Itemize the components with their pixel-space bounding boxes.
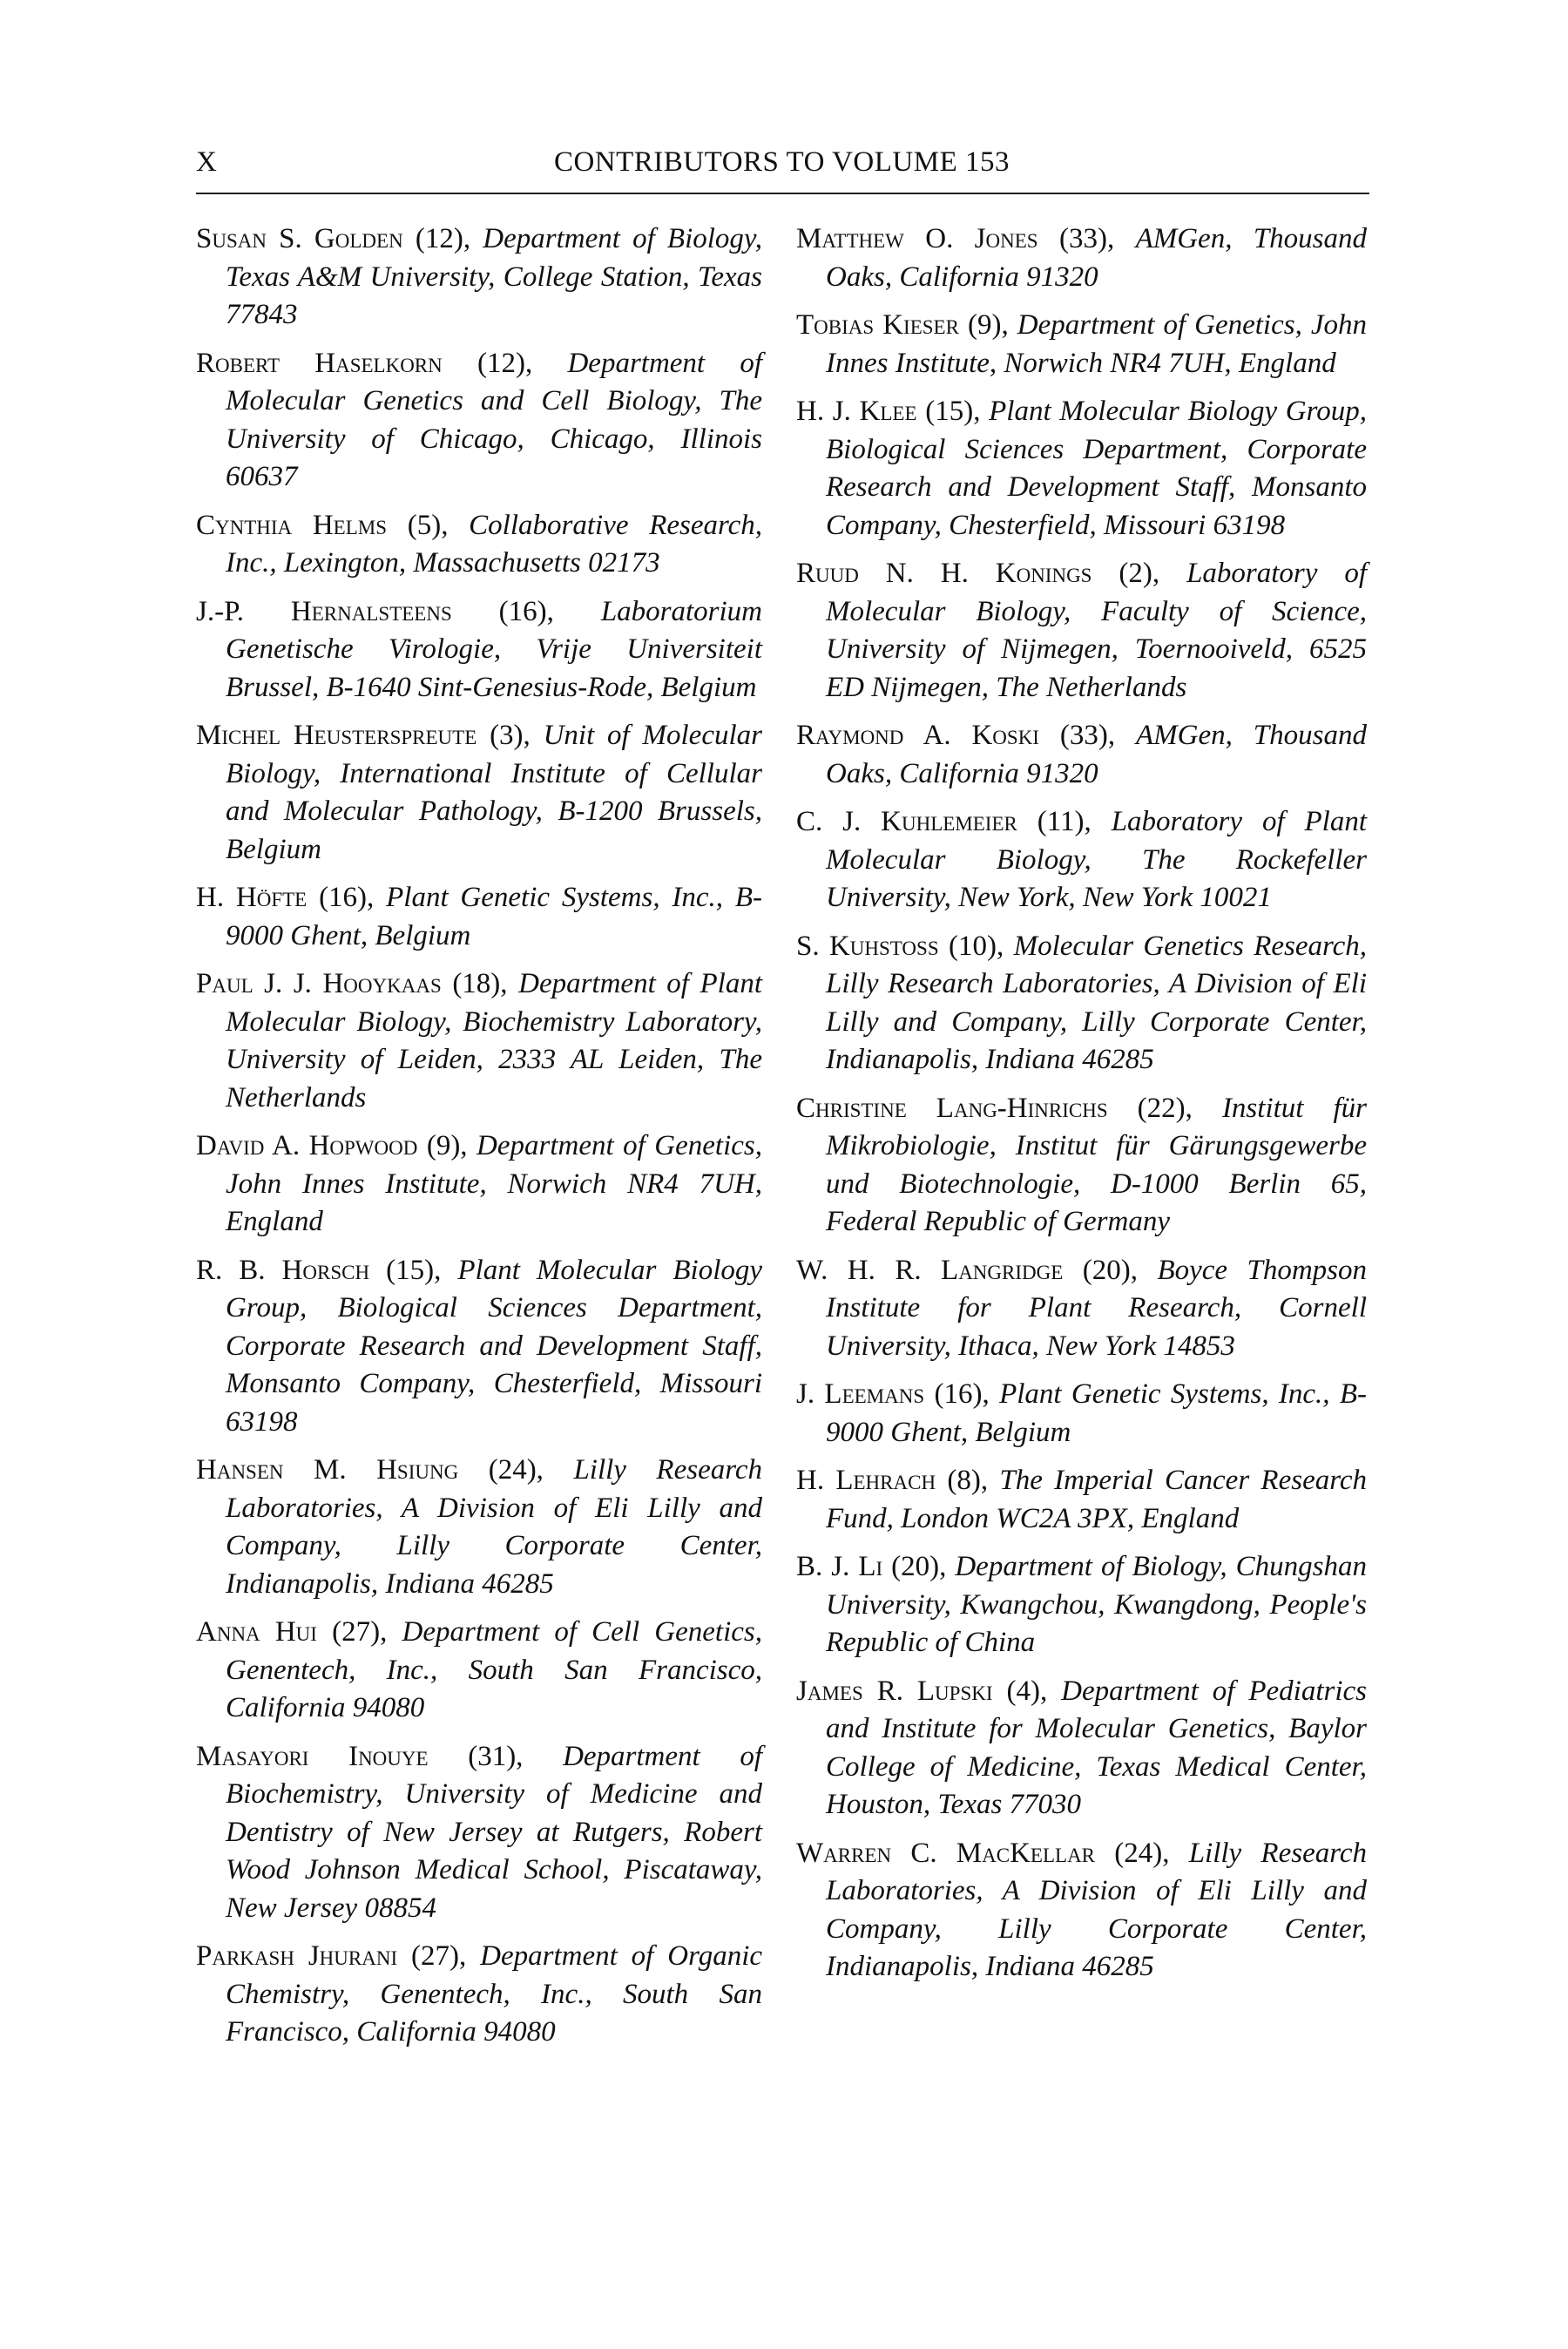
contributor-entry <box>196 1614 762 1728</box>
affiliation: Department of Biology, Chungshan University, Kwangchou, Kwangdong, People's Republic of China <box>826 1551 1368 1658</box>
chapter-number: (15), <box>386 1254 442 1286</box>
chapter-number: (20), <box>1082 1254 1138 1286</box>
affiliation: Collaborative Research, Inc., Lexington, Massachusetts 02173 <box>226 509 762 579</box>
affiliation: Laboratorium Genetische Virologie, Vrije Universiteit Brussel, B-1640 Sint-Genesius-Rode, Belgium <box>226 595 763 703</box>
chapter-number: (2), <box>1119 558 1160 589</box>
contributor-name: Anna Hui <box>196 1616 317 1648</box>
affiliation: Plant Molecular Biology Group, Biological Sciences Department, Corporate Research and Development Staff, Monsanto Company, Chesterfield, Missouri 63198 <box>826 396 1367 541</box>
contributor-name: B. J. Li <box>796 1551 883 1582</box>
chapter-number: (11), <box>1037 806 1092 837</box>
chapter-number: (12), <box>477 347 533 379</box>
contributor-entry <box>196 1127 762 1242</box>
contributor-name: David A. Hopwood <box>196 1130 418 1161</box>
contributor-name: Robert Haselkorn <box>196 347 443 379</box>
page-title: CONTRIBUTORS TO VOLUME 153 <box>553 146 1010 178</box>
page-number: X <box>196 146 218 178</box>
affiliation: Lilly Research Laboratories, A Division of Eli Lilly and Company, Lilly Corporate Center, Indianapolis, Indiana 46285 <box>826 1837 1367 1982</box>
affiliation: Department of Molecular Genetics and Cell Biology, The University of Chicago, Chicago, Illinois 60637 <box>226 347 763 492</box>
chapter-number: (16), <box>934 1378 990 1410</box>
affiliation: Institut für Mikrobiologie, Institut für Gärungsgewerbe und Biotechnologie, D-1000 Berlin 65, Federal Republic of Germany <box>826 1092 1367 1237</box>
chapter-number: (15), <box>925 396 981 427</box>
affiliation: The Imperial Cancer Research Fund, London WC2A 3PX, England <box>826 1465 1367 1534</box>
contributor-entry <box>196 507 762 583</box>
contributor-entry <box>796 717 1367 793</box>
chapter-number: (16), <box>498 595 554 627</box>
contributor-entry <box>796 555 1367 707</box>
header-rule <box>196 193 1369 194</box>
contributor-name: J. Leemans <box>796 1378 925 1410</box>
contributor-name: Ruud N. H. Konings <box>796 558 1092 589</box>
affiliation: Department of Pediatrics and Institute for Molecular Genetics, Baylor College of Medicine, Texas Medical Center, Houston, Texas 77030 <box>826 1675 1368 1820</box>
contributor-name: Raymond A. Koski <box>796 720 1039 751</box>
contributor-entry <box>196 1938 762 2052</box>
chapter-number: (27), <box>411 1940 467 1972</box>
contributor-name: C. J. Kuhlemeier <box>796 806 1017 837</box>
affiliation: Molecular Genetics Research, Lilly Research Laboratories, A Division of Eli Lilly and Company, Lilly Corporate Center, Indianapolis, Indiana 46285 <box>826 930 1368 1075</box>
contributor-name: H. Höfte <box>196 882 308 913</box>
contributor-entry <box>196 1252 762 1442</box>
contributor-name: H. Lehrach <box>796 1465 936 1496</box>
contributor-entry <box>196 345 762 497</box>
contributor-name: James R. Lupski <box>796 1675 993 1707</box>
contributor-name: Tobias Kieser <box>796 309 959 341</box>
contributor-name: W. H. R. Langridge <box>796 1254 1064 1286</box>
contributor-entry <box>796 220 1367 296</box>
contributor-entry <box>796 1673 1367 1824</box>
chapter-number: (9), <box>967 309 1009 341</box>
contributor-name: Hansen M. Hsiung <box>196 1454 459 1486</box>
contributor-name: Paul J. J. Hooykaas <box>196 968 442 999</box>
chapter-number: (31), <box>468 1740 524 1772</box>
chapter-number: (18), <box>452 968 508 999</box>
affiliation: Lilly Research Laboratories, A Division of Eli Lilly and Company, Lilly Corporate Center, Indianapolis, Indiana 46285 <box>226 1454 762 1600</box>
chapter-number: (16), <box>319 882 375 913</box>
page-header <box>196 146 1368 192</box>
contributor-entry <box>196 879 762 955</box>
affiliation: Plant Genetic Systems, Inc., B-9000 Ghent, Belgium <box>226 882 763 951</box>
contributor-entry <box>796 307 1367 382</box>
contributor-name: Warren C. MacKellar <box>796 1837 1096 1869</box>
contributor-entry <box>196 593 762 707</box>
affiliation: Plant Molecular Biology Group, Biological Sciences Department, Corporate Research and Development Staff, Monsanto Company, Chesterfield, Missouri 63198 <box>226 1254 763 1438</box>
contributor-entry <box>796 803 1367 917</box>
affiliation: Department of Plant Molecular Biology, Biochemistry Laboratory, University of Leiden, 2333 AL Leiden, The Netherlands <box>226 968 763 1114</box>
chapter-number: (24), <box>1114 1837 1170 1869</box>
contributor-entry <box>196 717 762 869</box>
chapter-number: (4), <box>1006 1675 1048 1707</box>
affiliation: AMGen, Thousand Oaks, California 91320 <box>826 223 1368 293</box>
contributor-name: J.-P. Hernalsteens <box>196 595 452 627</box>
chapter-number: (27), <box>332 1616 388 1648</box>
chapter-number: (3), <box>490 720 531 751</box>
chapter-number: (20), <box>891 1551 947 1582</box>
chapter-number: (24), <box>488 1454 544 1486</box>
chapter-number: (10), <box>948 930 1004 962</box>
chapter-number: (12), <box>415 223 471 254</box>
contributor-name: Susan S. Golden <box>196 223 403 254</box>
affiliation: Department of Organic Chemistry, Genentech, Inc., South San Francisco, California 94080 <box>226 1940 763 2048</box>
affiliation: Department of Biochemistry, University of Medicine and Dentistry of New Jersey at Rutgers, Robert Wood Johnson Medical School, Piscataway, New Jersey 08854 <box>226 1740 762 1924</box>
chapter-number: (33), <box>1059 720 1116 751</box>
contributor-entry <box>196 220 762 335</box>
contributor-name: S. Kuhstoss <box>796 930 939 962</box>
chapter-number: (33), <box>1058 223 1115 254</box>
contributor-entry <box>196 965 762 1117</box>
contributor-name: H. J. Klee <box>796 396 917 427</box>
affiliation: Department of Cell Genetics, Genentech, Inc., South San Francisco, California 94080 <box>226 1616 763 1723</box>
contributor-entry <box>796 1090 1367 1242</box>
contributor-entry <box>796 1835 1367 1987</box>
affiliation: Laboratory of Plant Molecular Biology, The Rockefeller University, New York, New York 10021 <box>826 806 1368 913</box>
contributor-entry <box>796 1548 1367 1662</box>
contributor-entry <box>796 393 1367 545</box>
contributor-name: Michel Heusterspreute <box>196 720 477 751</box>
affiliation: Boyce Thompson Institute for Plant Research, Cornell University, Ithaca, New York 14853 <box>826 1254 1368 1362</box>
contributor-name: Parkash Jhurani <box>196 1940 398 1972</box>
affiliation: Department of Genetics, John Innes Institute, Norwich NR4 7UH, England <box>826 309 1368 379</box>
contributor-entry <box>196 1738 762 1928</box>
contributor-name: Matthew O. Jones <box>796 223 1038 254</box>
right-column <box>796 220 1367 1987</box>
contributor-name: Christine Lang-Hinrichs <box>796 1092 1108 1124</box>
contributor-entry <box>796 928 1367 1080</box>
affiliation: Laboratory of Molecular Biology, Faculty of Science, University of Nijmegen, Toernooiveld, 6525 ED Nijmegen, The Netherlands <box>826 558 1368 703</box>
contributor-name: Masayori Inouye <box>196 1740 429 1772</box>
left-column <box>196 220 762 2052</box>
chapter-number: (22), <box>1137 1092 1193 1124</box>
contributor-entry <box>796 1462 1367 1538</box>
contributor-entry <box>796 1376 1367 1452</box>
affiliation: AMGen, Thousand Oaks, California 91320 <box>826 720 1367 789</box>
contributor-name: R. B. Horsch <box>196 1254 370 1286</box>
chapter-number: (8), <box>947 1465 989 1496</box>
contributor-entry <box>796 1252 1367 1366</box>
contributor-name: Cynthia Helms <box>196 509 388 541</box>
affiliation: Department of Genetics, John Innes Institute, Norwich NR4 7UH, England <box>226 1130 763 1237</box>
chapter-number: (5), <box>407 509 449 541</box>
affiliation: Unit of Molecular Biology, International Institute of Cellular and Molecular Pathology, B-1200 Brussels, Belgium <box>226 720 762 865</box>
chapter-number: (9), <box>426 1130 468 1161</box>
affiliation: Department of Biology, Texas A&M University, College Station, Texas 77843 <box>226 223 762 330</box>
contributor-entry <box>196 1452 762 1603</box>
affiliation: Plant Genetic Systems, Inc., B-9000 Ghent, Belgium <box>826 1378 1368 1448</box>
